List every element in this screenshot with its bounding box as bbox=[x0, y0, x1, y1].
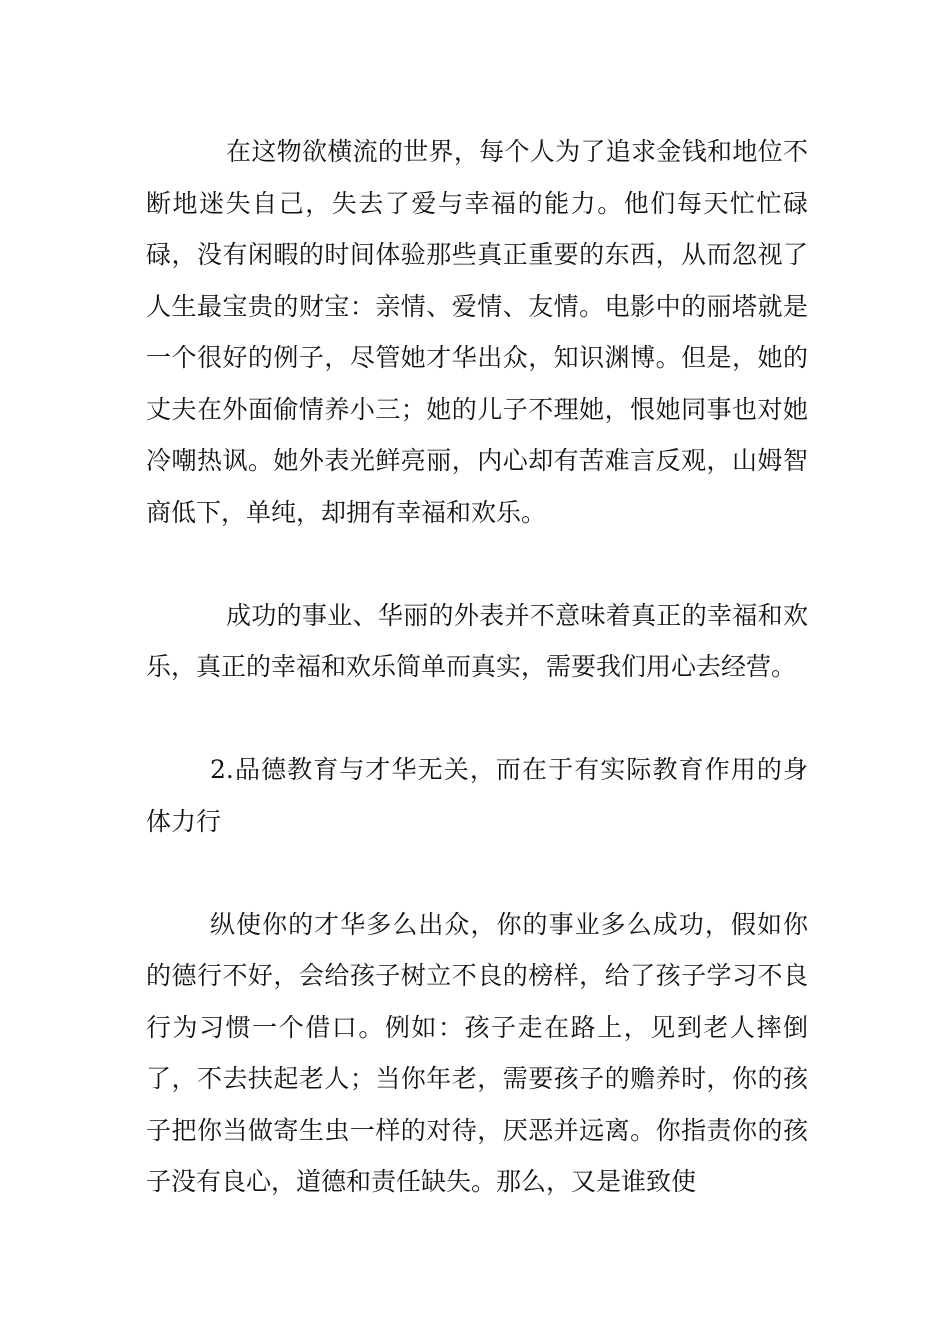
document-body bbox=[146, 126, 808, 1208]
paragraph-gap bbox=[146, 693, 808, 745]
section-heading: 2.品德教育与才华无关，而在于有实际教育作用的身体力行 bbox=[146, 755, 808, 836]
paragraph-3: 纵使你的才华多么出众，你的事业多么成功，假如你的德行不好，会给孩子树立不良的榜样，给了孩子学习不良行为习惯一个借口。例如：孩子走在路上，见到老人摔倒了，不去扶起老人；当你年老，需要孩子的赡养时，你的孩子把你当做寄生虫一样的对待，厌恶并远离。你指责你的孩子没有良心，道德和责任缺失。那么，又是谁致使 bbox=[146, 909, 808, 1196]
paragraph-2: 成功的事业、华丽的外表并不意味着真正的幸福和欢乐，真正的幸福和欢乐简单而真实，需要我们用心去经营。 bbox=[146, 600, 808, 681]
paragraph-gap bbox=[146, 538, 808, 590]
paragraph-1: 在这物欲横流的世界，每个人为了追求金钱和地位不断地迷失自己，失去了爱与幸福的能力。他们每天忙忙碌碌，没有闲暇的时间体验那些真正重要的东西，从而忽视了人生最宝贵的财宝：亲情、爱情、友情。电影中的丽塔就是一个很好的例子，尽管她才华出众，知识渊博。但是，她的丈夫在外面偷情养小三；她的儿子不理她，恨她同事也对她冷嘲热讽。她外表光鲜亮丽，内心却有苦难言反观，山姆智商低下，单纯，却拥有幸福和欢乐。 bbox=[146, 137, 808, 527]
paragraph-gap bbox=[146, 847, 808, 899]
